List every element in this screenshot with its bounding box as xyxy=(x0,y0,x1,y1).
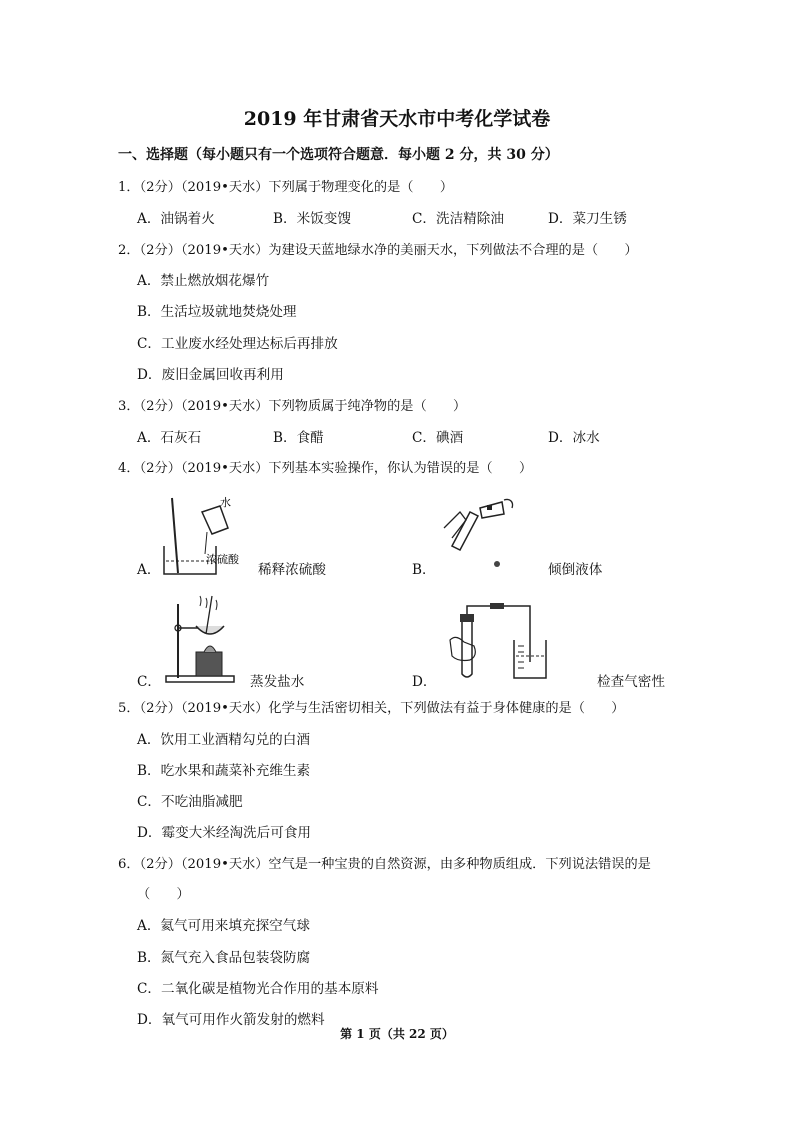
q1-option-a: A．油锅着火 xyxy=(137,211,215,227)
question-3 xyxy=(118,395,466,414)
question-meta: （2分）（2019•天水） xyxy=(139,857,269,872)
q6-option-b: B．氮气充入食品包装袋防腐 xyxy=(137,950,311,966)
q3-option-a: A．石灰石 xyxy=(137,430,202,446)
question-number: 2． xyxy=(118,243,140,258)
figure-dilute-acid xyxy=(150,494,260,579)
q2-option-a: A．禁止燃放烟花爆竹 xyxy=(137,273,270,289)
q3-option-d: D．冰水 xyxy=(548,430,600,446)
q5-option-d: D．霉变大米经淘洗后可食用 xyxy=(137,825,312,841)
q4-caption-b: 倾倒液体 xyxy=(548,562,603,578)
question-number: 3． xyxy=(118,399,140,414)
q2-option-c: C．工业废水经处理达标后再排放 xyxy=(137,336,338,352)
question-stem: 下列基本实验操作，你认为错误的是（ ） xyxy=(268,461,533,476)
question-meta: （2分）（2019•天水） xyxy=(139,461,269,476)
question-meta: （2分）（2019•天水） xyxy=(139,701,269,716)
q5-option-a: A．饮用工业酒精勾兑的白酒 xyxy=(137,732,310,748)
question-number: 6． xyxy=(118,857,140,872)
q4-option-a: A． xyxy=(137,562,161,578)
q4-caption-c: 蒸发盐水 xyxy=(250,674,305,690)
q2-option-b: B．生活垃圾就地焚烧处理 xyxy=(137,304,297,320)
q3-option-b: B．食醋 xyxy=(273,430,324,446)
question-stem: 化学与生活密切相关，下列做法有益于身体健康的是（ ） xyxy=(268,701,625,716)
question-5 xyxy=(118,697,624,716)
q6-option-a: A．氦气可用来填充探空气球 xyxy=(137,918,310,934)
q2-option-d: D．废旧金属回收再利用 xyxy=(137,367,284,383)
question-meta: （2分）（2019•天水） xyxy=(139,180,269,195)
q1-option-d: D．菜刀生锈 xyxy=(548,211,627,227)
section-header: 一、选择题（每小题只有一个选项符合题意．每小题 2 分，共 30 分） xyxy=(118,147,559,163)
question-stem: 空气是一种宝贵的自然资源，由多种物质组成．下列说法错误的是 xyxy=(268,857,651,872)
question-number: 4． xyxy=(118,461,140,476)
page-footer: 第 1 页（共 22 页） xyxy=(340,1027,454,1041)
page-title: 2019 年甘肃省天水市中考化学试卷 xyxy=(243,108,551,130)
question-stem: 下列物质属于纯净物的是（ ） xyxy=(268,399,467,414)
q1-option-c: C．洗洁精除油 xyxy=(412,211,504,227)
figure-check-airtight xyxy=(438,600,548,682)
q6-option-d: D．氧气可用作火箭发射的燃料 xyxy=(137,1012,325,1028)
question-6-stem-continued: （ ） xyxy=(137,887,190,902)
figure-label-acid: 浓硫酸 xyxy=(206,554,239,566)
q3-option-c: C．碘酒 xyxy=(412,430,464,446)
question-meta: （2分）（2019•天水） xyxy=(139,399,269,414)
q4-caption-d: 检查气密性 xyxy=(597,674,665,690)
figure-label-water: 水 xyxy=(220,497,231,509)
q5-option-c: C．不吃油脂减肥 xyxy=(137,794,243,810)
q1-option-b: B．米饭变馊 xyxy=(273,211,351,227)
q4-option-c: C． xyxy=(137,674,161,690)
figure-pour-liquid xyxy=(430,488,520,573)
question-6 xyxy=(118,853,651,872)
figure-evaporate-salt xyxy=(160,596,250,688)
q5-option-b: B．吃水果和蔬菜补充维生素 xyxy=(137,763,311,779)
question-stem: 为建设天蓝地绿水净的美丽天水，下列做法不合理的是（ ） xyxy=(268,243,638,258)
question-stem: 下列属于物理变化的是（ ） xyxy=(268,180,454,195)
question-4 xyxy=(118,457,532,476)
question-number: 5． xyxy=(118,701,140,716)
question-1 xyxy=(118,176,453,195)
q4-option-d: D． xyxy=(412,674,437,690)
question-meta: （2分）（2019•天水） xyxy=(139,243,269,258)
q4-caption-a: 稀释浓硫酸 xyxy=(258,562,326,578)
q4-option-b: B． xyxy=(412,562,436,578)
q6-option-c: C．二氧化碳是植物光合作用的基本原料 xyxy=(137,981,379,997)
question-2 xyxy=(118,239,638,258)
question-number: 1． xyxy=(118,180,140,195)
